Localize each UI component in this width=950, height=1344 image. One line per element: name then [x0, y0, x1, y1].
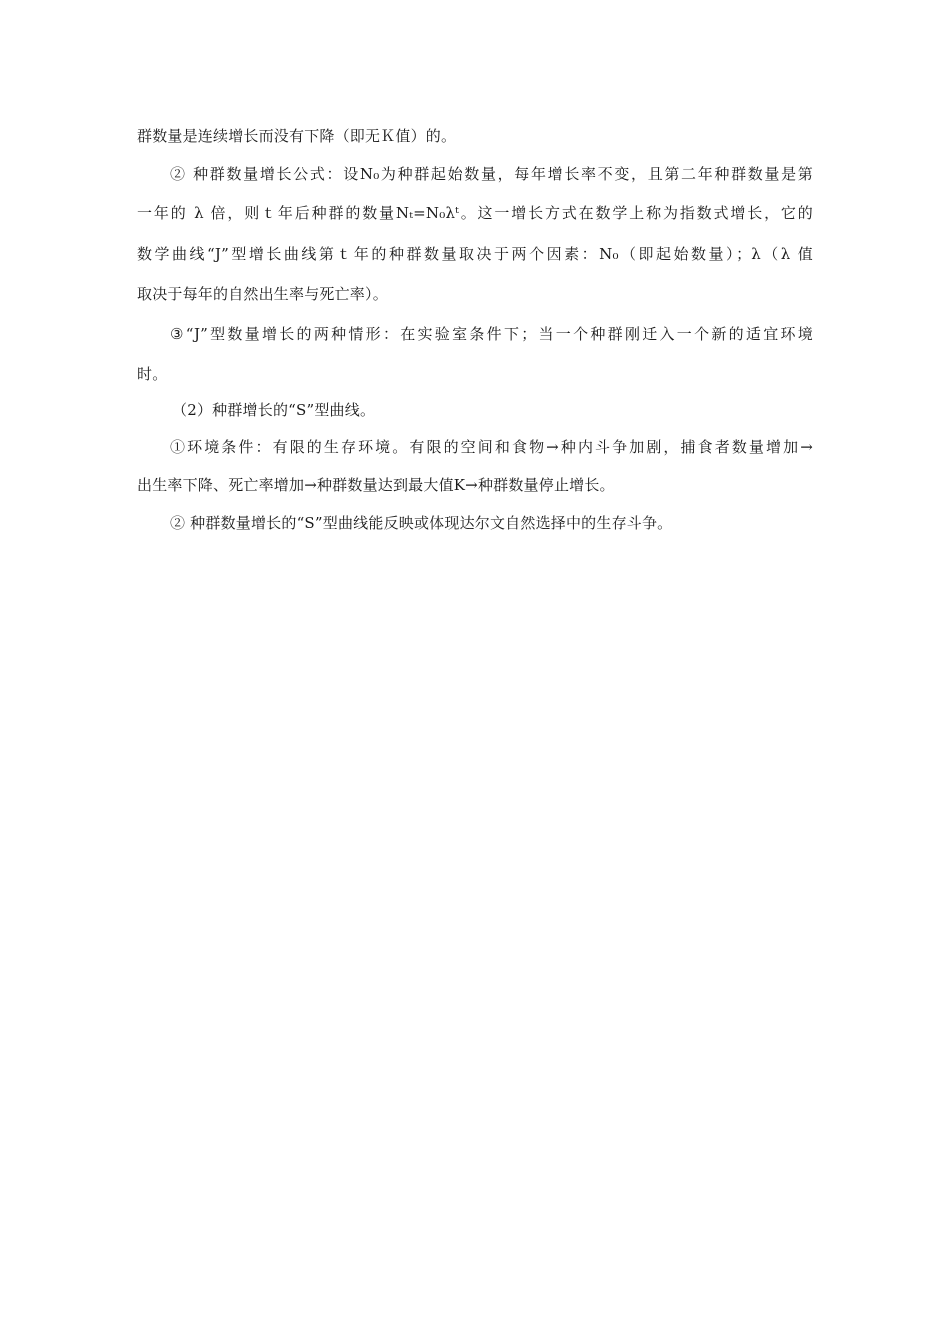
text-line-3: 一年的 λ 倍，则ｔ年后种群的数量Nₜ=N₀λᵗ。这一增长方式在数学上称为指数式增长，它的 [137, 204, 813, 222]
text-line-8: （2）种群增长的“S”型曲线。 [172, 401, 376, 419]
text-line-11: ② 种群数量增长的“S”型曲线能反映或体现达尔文自然选择中的生存斗争。 [170, 514, 673, 532]
text-line-10: 出生率下降、死亡率增加→种群数量达到最大值K→种群数量停止增长。 [137, 476, 615, 494]
text-line-9: ①环境条件：有限的生存环境。有限的空间和食物→种内斗争加剧，捕食者数量增加→ [170, 438, 813, 456]
text-line-2: ② 种群数量增长公式：设N₀为种群起始数量，每年增长率不变，且第二年种群数量是第 [170, 165, 813, 183]
text-line-5: 取决于每年的自然出生率与死亡率）。 [137, 285, 388, 303]
text-line-7: 时。 [137, 365, 168, 383]
text-line-1: 群数量是连续增长而没有下降（即无Ｋ值）的。 [137, 127, 457, 145]
text-line-6: ③“J”型数量增长的两种情形：在实验室条件下；当一个种群刚迁入一个新的适宜环境 [170, 325, 813, 343]
text-line-4: 数学曲线“J”型增长曲线第ｔ年的种群数量取决于两个因素：N₀（即起始数量）；λ（λ 值 [137, 245, 813, 263]
